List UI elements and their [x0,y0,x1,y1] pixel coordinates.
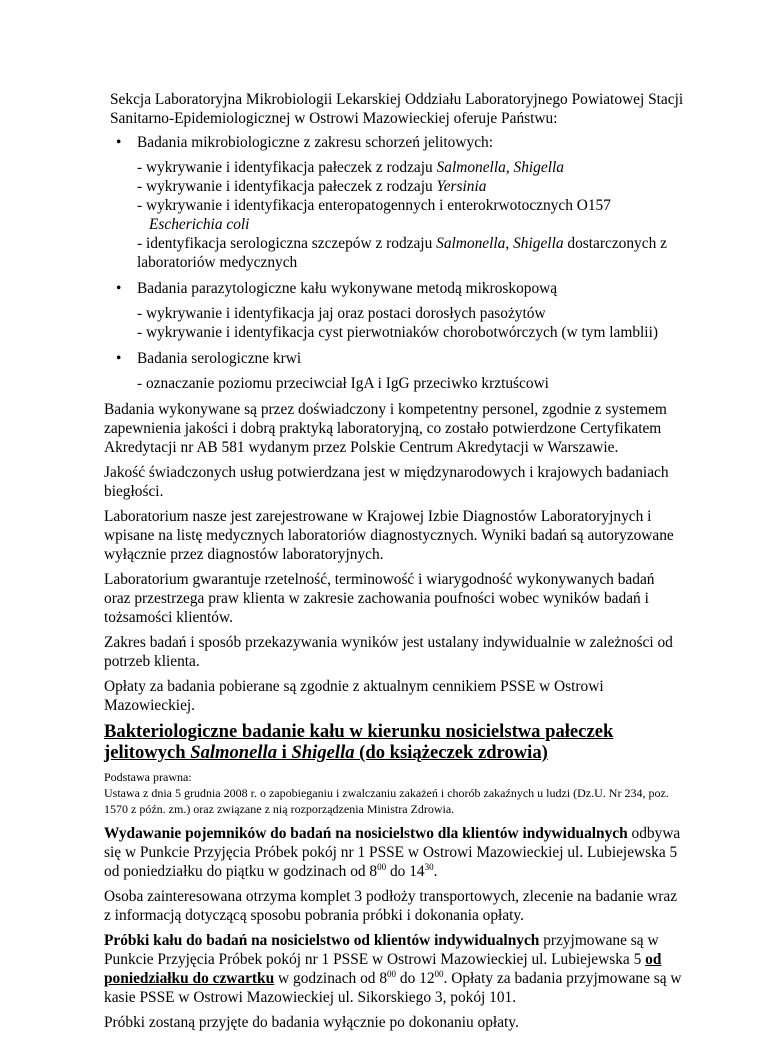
paragraph-fees: Opłaty za badania pobierane są zgodnie z aktualnym cennikiem PSSE w Ostrowi Mazowieckiej. [104,678,604,714]
paragraph-kit: Osoba zainteresowana otrzyma komplet 3 podłoży transportowych, zlecenie na badanie wraz z informacją dotyczącą sposobu pobrania próbki i dokonania opłaty. [104,888,678,924]
bullet-title: Badania serologiczne krwi [137,350,302,367]
sub-item: - wykrywanie i identyfikacja pałeczek z rodzaju Salmonella, Shigella [137,159,564,176]
paragraph-accreditation: Badania wykonywane są przez doświadczony i kompetentny personel, zgodnie z systemem zapewnienia jakości i dobrą praktyką laboratoryjną, co zostało potwierdzone Certyfikatem Akredytacji nr AB 581 wydanym przez Polskie Centrum Akredytacji w Warszawie. [104,401,667,456]
sub-item: - wykrywanie i identyfikacja cyst pierwotniaków chorobotwórczych (w tym lamblii) [137,324,658,341]
bullet-item-serology [104,349,684,368]
paragraph-quality: Jakość świadczonych usług potwierdzana jest w międzynarodowych i krajowych badaniach biegłości. [104,464,669,500]
paragraph-payment-note: Próbki zostaną przyjęte do badania wyłącznie po dokonaniu opłaty. [104,1014,519,1031]
sub-item: - wykrywanie i identyfikacja enteropatogennych i enterokrwotocznych O157 [137,197,611,214]
sub-item: - wykrywanie i identyfikacja pałeczek z rodzaju Yersinia [137,178,487,195]
bullet-item-microbiology [104,133,684,152]
sub-list-serology [104,374,684,393]
bullet-title: Badania parazytologiczne kału wykonywane metodą mikroskopową [137,280,558,297]
bullet-icon: • [116,350,122,367]
paragraph-guarantee: Laboratorium gwarantuje rzetelność, terminowość i wiarygodność wykonywanych badań oraz przestrzega praw klienta w zakresie zachowania poufności wobec wyników badań i tożsamości klientów. [104,571,655,626]
paragraph-samples: Próbki kału do badań na nosicielstwo od klientów indywidualnych przyjmowane są w Punkcie Przyjęcia Próbek pokój nr 1 PSSE w Ostrowi Mazowieckiej ul. Lubiejewska 5 od poniedziałku do czwartku w godzinach od $8^{00}$ do $12^{00}$. Opłaty za badania przyjmowane są w kasie PSSE w Ostrowi Mazowieckiej ul. Sikorskiego 3, pokój 101. [104,932,682,1006]
intro-paragraph: Sekcja Laboratoryjna Mikrobiologii Lekarskiej Oddziału Laboratoryjnego Powiatowej Stacji Sanitarno-Epidemiologicznej w Ostrowi Mazowieckiej oferuje Państwu: [110,91,684,127]
sub-item: - identyfikacja serologiczna szczepów z rodzaju Salmonella, Shigella dostarczonych z laboratoriów medycznych [137,235,667,271]
bullet-icon: • [116,280,122,297]
bullet-title: Badania mikrobiologiczne z zakresu schorzeń jelitowych: [137,134,493,151]
paragraph-scope: Zakres badań i sposób przekazywania wyników jest ustalany indywidualnie w zależności od potrzeb klienta. [104,634,673,670]
paragraph-registration: Laboratorium nasze jest zarejestrowane w Krajowej Izbie Diagnostów Laboratoryjnych i wpisane na listę medycznych laboratoriów diagnostycznych. Wyniki badań są autoryzowane wyłącznie przez diagnostów laboratoryjnych. [104,508,674,563]
sub-item: - wykrywanie i identyfikacja jaj oraz postaci dorosłych pasożytów [137,305,546,322]
legal-basis [104,769,684,817]
legal-basis-label: Podstawa prawna: [104,770,192,784]
bullet-item-parasitology [104,279,684,298]
sub-list-parasitology [104,304,684,342]
bullet-icon: • [116,134,122,151]
paragraph-containers: Wydawanie pojemników do badań na nosicielstwo dla klientów indywidualnych odbywa się w Punkcie Przyjęcia Próbek pokój nr 1 PSSE w Ostrowi Mazowieckiej ul. Lubiejewska 5 od poniedziałku do piątku w godzinach od $8^{00}$ do $14^{30}$. [104,825,681,880]
document-page [104,90,684,1038]
sub-item: - oznaczanie poziomu przeciwciał IgA i IgG przeciwko krztuścowi [137,375,549,392]
sub-list-microbiology [104,158,684,272]
section-heading: Bakteriologiczne badanie kału w kierunku nosicielstwa pałeczek jelitowych Salmonella i Shigella (do książeczek zdrowia) [104,721,614,763]
sub-item-continuation: Escherichia coli [149,216,250,233]
legal-basis-text: Ustawa z dnia 5 grudnia 2008 r. o zapobieganiu i zwalczaniu zakażeń i chorób zakaźnych u ludzi (Dz.U. Nr 234, poz. 1570 z późn. zm.) oraz związane z nią rozporządzenia Ministra Zdrowia. [104,786,669,816]
